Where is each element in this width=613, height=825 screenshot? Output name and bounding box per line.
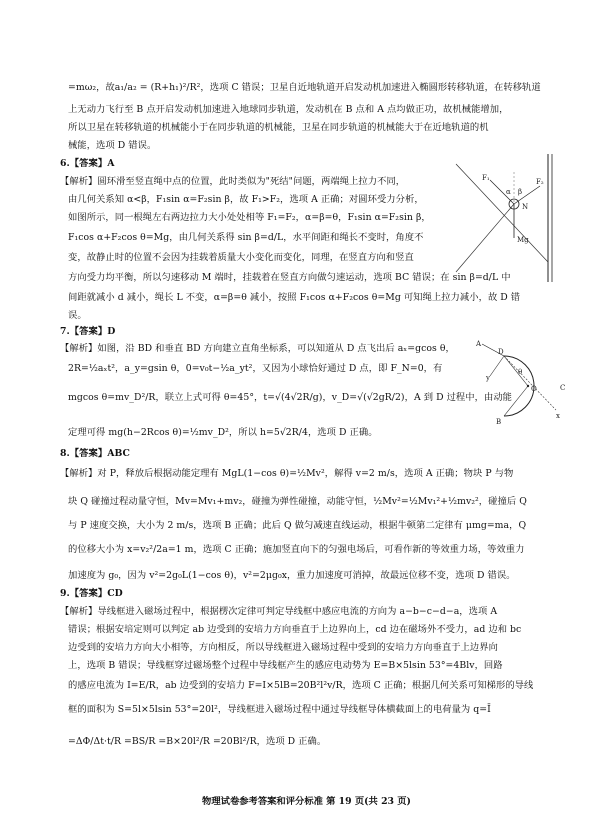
text-line-17: mgcos θ=mv_D²/R，联立上式可得 θ=45°，t=√(4√2R/g)，v_D=√(√2gR/2)，A 到 D 过程中，由动能 [68,392,513,403]
text-line-23: 的位移大小为 x=v₂²/2a=1 m，选项 C 正确；施加竖直向下的匀强电场后，可看作新的等效重力场，等效重力 [68,544,525,555]
text-line-27: 错误；根据安培定则可以判定 ab 边受到的安培力方向垂直于上边界向上，cd 边在磁场外不受力，ad 边和 bc [68,624,522,635]
text-line-6: 【解析】圆环滑至竖直绳中点的位置，此时类似为"死结"问题，两端绳上拉力不同， [60,176,406,187]
fig7-label-y: y [486,374,490,382]
fig7-label-c: C [560,384,566,392]
text-line-9: F₁cos α+F₂cos θ=Mg，由几何关系得 sin β=d/L，水平间距和绳长不变时，角度不 [68,232,424,243]
text-line-31: 框的面积为 S=5l×5lsin 53°=20l²，导线框进入磁场过程中通过导线框导体横截面上的电荷量为 q=Ī [68,704,491,715]
page-footer: 物理试卷参考答案和评分标准 第 19 页(共 23 页) [202,796,411,807]
text-line-11: 方向受力均平衡，所以匀速移动 M 端时，挂载着在竖直方向做匀速运动，选项 BC 错误；在 sin β=d/L 中 [68,272,511,283]
text-line-21: 块 Q 碰撞过程动量守恒，Mv=Mv₁+mv₂，碰撞为弹性碰撞，动能守恒，½Mv²=½Mv₁²+½mv₂²，碰撞后 Q [68,496,527,507]
text-line-28: 边受到的安培力方向大小相等，方向相反，所以导线框进入磁场过程中受到的安培力方向垂直于上边界向 [68,642,498,653]
text-line-22: 与 P 速度交换，大小为 2 m/s，选项 B 正确；此后 Q 做匀减速直线运动，根据牛顿第二定律有 μmg=ma，Q [68,520,527,531]
text-line-16: 2R=½aₓt²，a_y=gsin θ，0=v₀t−½a_yt²，又因为小球恰好通过 D 点，即 F_N=0，有 [68,363,443,374]
text-line-4: 械能，选项 D 错误。 [68,140,157,151]
text-line-3: 所以卫星在转移轨道的机械能小于在同步轨道的机械能，卫星在同步轨道的机械能大于在近地轨道的机 [68,122,489,133]
fig6-label-beta: β [518,188,523,196]
text-line-12: 间距就减小 d 减小，绳长 L 不变，α=β=θ 减小，按照 F₁cos α+F₂cos θ=Mg 可知绳上拉力减小，故 D 错 [68,292,521,303]
text-line-10: 变，故静止时的位置不会因为挂载着质量大小变化而变化，同理，在竖直方向和竖直 [68,252,414,263]
fig7-label-b: B [496,418,502,426]
text-line-18: 定理可得 mg(h−2Rcos θ)=½mv_D²，所以 h=5√2R/4，选项 D 正确。 [68,427,378,438]
text-line-15: 【解析】如图，沿 BD 和垂直 BD 方向建立直角坐标系，可以知道从 D 点飞出后 aₓ=gcos θ， [60,343,455,354]
fig6-label-n: N [522,203,529,211]
answer-6-heading: 6.【答案】A [60,158,115,169]
answer-8-heading: 8.【答案】ABC [60,448,130,459]
answer-9-heading: 9.【答案】CD [60,588,123,599]
text-line-24: 加速度为 g₀，因为 v²=2g₀L(1−cos θ)，v²=2μg₀x，重力加速度可消掉，故最远位移不变，选项 D 错误。 [68,570,516,581]
text-line-20: 【解析】对 P，释放后根据动能定理有 MgL(1−cos θ)=½Mv²，解得 v=2 m/s，选项 A 正确；物块 P 与物 [60,468,514,479]
text-line-8: 如图所示，同一根绳左右两边拉力大小处处相等 F₁=F₂，α=β=θ，F₁sin α=F₂sin β， [68,212,431,223]
text-line-7: 由几何关系知 α<β，F₁sin α=F₂sin β，故 F₁>F₂，选项 A 正确；对圆环受力分析， [68,194,424,205]
fig6-label-mg: Mg [517,236,529,244]
fig7-label-x: x [556,412,560,420]
text-line-13: 误。 [68,310,87,321]
fig6-label-alpha: α [506,188,511,196]
fig7-label-d: D [498,348,504,356]
text-line-32: =ΔΦ/Δt·t/R =BS/R =B×20l²/R =20Bl²/R，选项 D 正确。 [68,736,327,747]
fig6-label-f2: F₂ [536,178,544,186]
fig6-label-f1: F₁ [482,174,490,182]
figure-rope-ring [452,152,562,284]
figure-circular-track [476,336,576,436]
text-line-30: 的感应电流为 I=E/R，ab 边受到的安培力 F=I×5lB=20B²l²v/R，选项 C 正确；根据几何关系可知梯形的导线 [68,680,534,691]
text-line-29: 上，选项 B 错误；导线框穿过磁场整个过程中导线框产生的感应电动势为 E=B×5lsin 53°=4Blv，回路 [68,660,503,671]
text-line-26: 【解析】导线框进入磁场过程中，根据楞次定律可判定导线框中感应电流的方向为 a−b−c−d−a，选项 A [60,606,498,617]
fig7-label-a: A [476,340,482,348]
answer-7-heading: 7.【答案】D [60,326,116,337]
fig7-label-o: O [531,385,537,393]
fig7-label-theta: θ [518,368,523,376]
text-line-2: 上无动力飞行至 B 点开启发动机加速进入地球同步轨道，发动机在 B 点和 A 点均做正功，故机械能增加， [68,104,509,115]
text-line-1: =mω₂，故a₁/a₂ = (R+h₁)²/R²，选项 C 错误；卫星自近地轨道开启发动机加速进入椭圆形转移轨道，在转移轨道 [68,82,541,93]
